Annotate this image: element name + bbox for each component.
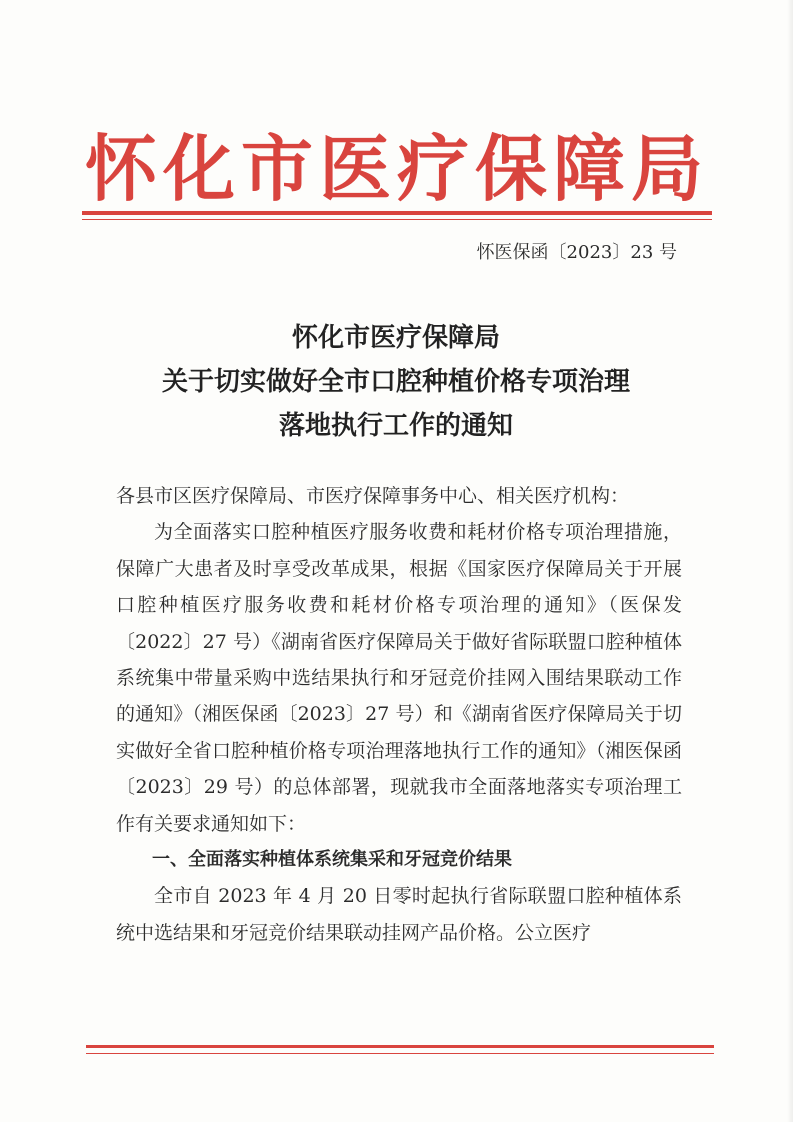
letterhead-rule-thick bbox=[82, 211, 712, 215]
title-line-3: 落地执行工作的通知 bbox=[278, 411, 513, 441]
section-heading-1: 一、全面落实种植体系统集采和牙冠竞价结果 bbox=[152, 849, 512, 871]
title-line-2: 关于切实做好全市口腔种植价格专项治理 bbox=[161, 367, 630, 397]
salutation: 各县市区医疗保障局、市医疗保障事务中心、相关医疗机构： bbox=[116, 485, 630, 507]
footer-rule-thin bbox=[86, 1053, 714, 1054]
agency-letterhead: 怀化市医疗保障局 bbox=[84, 127, 709, 211]
document-number: 怀医保函〔2023〕23 号 bbox=[476, 242, 677, 263]
letterhead-rule-thin bbox=[82, 219, 712, 220]
page-edge-shadow bbox=[787, 0, 793, 1122]
title-line-1: 怀化市医疗保障局 bbox=[291, 323, 500, 353]
document-title bbox=[96, 316, 696, 448]
body-paragraph-2: 全市自 2023 年 4 月 20 日零时起执行省际联盟口腔种植体系统中选结果和牙冠竞价结果联动挂网产品价格。公立医疗 bbox=[116, 885, 682, 944]
footer-rule-thick bbox=[86, 1045, 714, 1048]
body-paragraph-1: 为全面落实口腔种植医疗服务收费和耗材价格专项治理措施，保障广大患者及时享受改革成果，根据《国家医疗保障局关于开展口腔种植医疗服务收费和耗材价格专项治理的通知》（医保发〔2022〕27 号）《湖南省医疗保障局关于做好省际联盟口腔种植体系统集中带量采购中选结果执行和牙冠竞价挂网入围结果联动工作的通知》（湘医保函〔2023〕27 号）和《湖南省医疗保障局关于切实做好全省口腔种植价格专项治理落地执行工作的通知》（湘医保函〔2023〕29 号）的总体部署，现就我市全面落地落实专项治理工作有关要求通知如下： bbox=[116, 521, 682, 835]
document-body bbox=[116, 478, 682, 951]
